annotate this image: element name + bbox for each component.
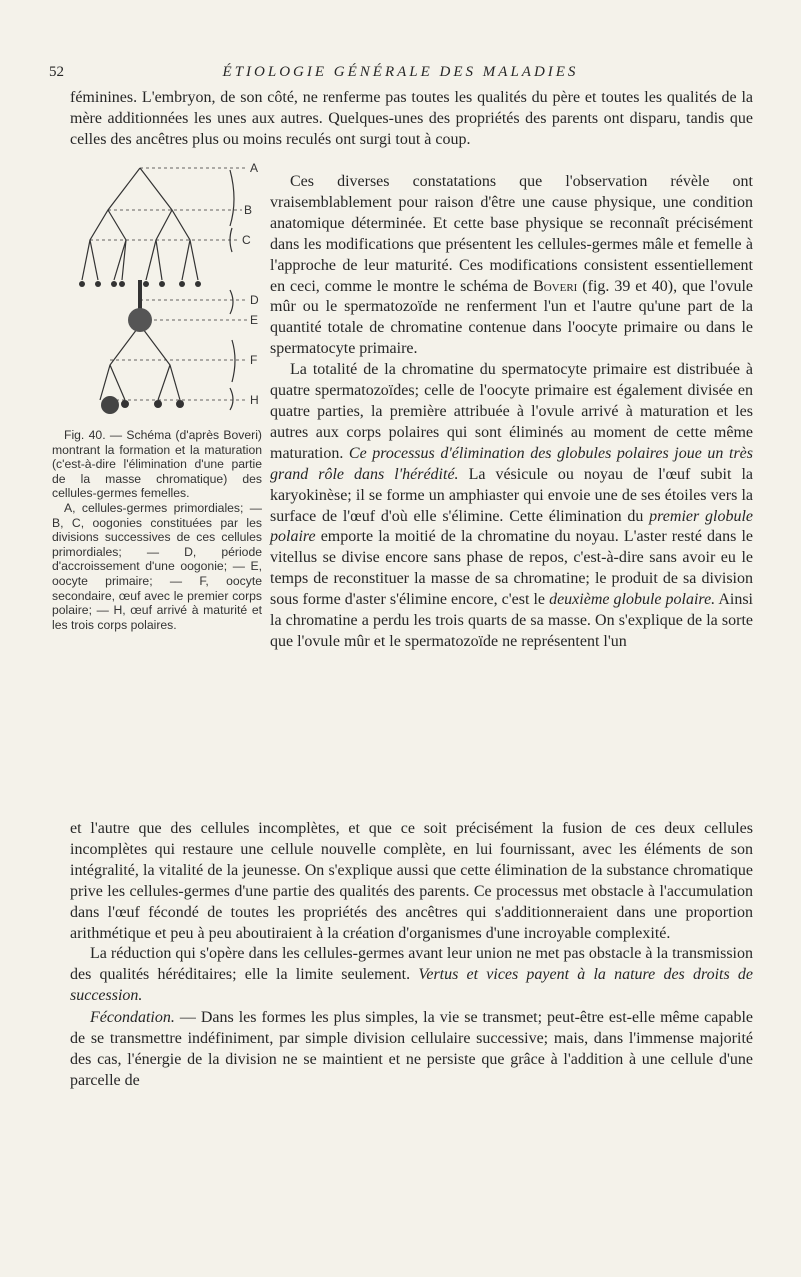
bottom-text-1: et l'autre que des cellules incomplètes, et que ce soit précisément la fusion de ces deux cellules incomplètes qui restaure une cellule nouvelle complète, en lui fournissant, avec les éléments de son intégralité, la vitalité de la jeunesse. On s'explique aussi que cette élimination de la substance chromatique prive les cellules-germes d'une partie des qualités des parents. Ce processus met obstacle à l'accumulation dans l'œuf fécondé de toutes les propriétés des ancêtres qui s'additionneraient dans une proportion arithmétique et peu à peu aboutiraient à la création d'organismes d'une incroyable complexité. — [70, 820, 753, 942]
right-text-5: emporte la moitié de la chromatine du noyau. L'aster resté dans le vitellus se divise encore sans phase de repos, c'est-à-dire sans avoir eu le temps de reconstituer la masse de sa chromatine; le produit de sa division sous forme d'aster s'élimine encore, c'est le — [270, 528, 753, 609]
fig-label-c: C — [242, 233, 251, 247]
fig-label-e: E — [250, 313, 259, 327]
fecondation-text: — Dans les formes les plus simples, la vie se transmet; peut-être est-elle même capable de se transmettre indéfiniment, par simple division cellulaire successive; mais, dans l'immense majorité des cas, l'énergie de la division ne se maintient et ne persiste que grâce à l'addition à une cellule d'une parcelle de — [70, 1009, 754, 1089]
right-text-1: Ces diverses constatations que l'observation révèle ont vraisemblablement pour raison d'être une cause physique, une condition anatomique déterminée. Et cette base physique se reconnaît précisément dans les modifications que présentent les cellules-germes mâle et femelle à l'approche de leur maturité. Ces modifications consistent essentiellement en ceci, comme le montre le schéma de — [270, 173, 753, 295]
caption-legend: A, cellules-germes primordiales; — B, C, oogonies constituées par les divisions successives de ces cellules primordiales; — D, période d'accroissement d'une oogonie; — E, oocyte primaire; — F, oocyte secondaire, œuf avec le premier corps polaire; — H, œuf arrivé à maturité et les trois corps polaires. — [52, 500, 262, 632]
paragraph-right-column — [270, 172, 753, 653]
paragraph-bottom — [70, 819, 753, 1007]
intro-text: féminines. L'embryon, de son côté, ne renferme pas toutes les qualités du père et toutes les qualités de la mère additionnées les unes aux autres. Quelques-unes des propriétés des parents ont disparu, tandis que celles des ancêtres plus ou moins reculés ont surgi tout à coup. — [70, 89, 753, 148]
page-number: 52 — [49, 64, 64, 80]
paragraph-fecondation — [70, 1008, 753, 1092]
italic-emphasis-2: premier globule polaire — [270, 507, 753, 546]
right-text-3: La totalité de la chromatine du spermatocyte primaire est distribuée à quatre spermatozoïdes; celle de l'oocyte primaire est également divisée en quatre parties, la première attribuée à l'ovule arrivé à maturation et les autres aux corps polaires qui sont éliminés au moment de cette même maturation. — [270, 361, 753, 462]
section-heading-fecondation: Fécondation. — [90, 1009, 175, 1026]
right-text-4: La vésicule ou noyau de l'œuf subit la karyokinèse; il se forme un amphiaster qui envoie une de ses étoiles vers la surface de l'œuf d'où elle s'élimine. Cette élimination du — [270, 465, 754, 525]
right-text-2: (fig. 39 et 40), que l'ovule mûr ou le spermatozoïde ne renferment l'un et l'autre qu'une part de la quantité totale de chromatine contenue dans l'oocyte primaire ou dans le spermatocyte primaire. — [270, 277, 754, 358]
italic-emphasis-3: deuxième globule polaire. — [549, 591, 716, 609]
caption-title: Fig. 40. — Schéma (d'après Boveri) montrant la formation et la maturation (c'est-à-dire l'élimination d'une partie de la masse chromatique) des cellules-germes femelles. — [52, 428, 262, 501]
figure-caption — [52, 428, 262, 632]
author-name: Boveri — [533, 277, 578, 295]
fig-label-h: H — [250, 393, 259, 407]
fig-label-b: B — [244, 203, 253, 217]
right-text-6: Ainsi la chromatine a perdu les trois quarts de sa masse. On s'explique de la sorte que l'ovule mûr et le spermatozoïde ne représentent l'un — [270, 591, 753, 650]
bottom-text-2: La réduction qui s'opère dans les cellules-germes avant leur union ne met pas obstacle à la transmission des qualités héréditaires; elle la limite seulement. — [70, 945, 753, 984]
fig-label-a: A — [250, 161, 259, 175]
italic-emphasis-1: Ce processus d'élimination des globules polaires joue un très grand rôle dans l'hérédité. — [270, 444, 753, 483]
figure-40-diagram — [70, 160, 270, 430]
italic-emphasis-4: Vertus et vices payent à la nature des droits de succession. — [70, 966, 754, 1005]
running-title: ÉTIOLOGIE GÉNÉRALE DES MALADIES — [222, 64, 579, 80]
paragraph-intro — [70, 88, 753, 151]
fig-label-d: D — [250, 293, 259, 307]
fig-label-f: F — [250, 353, 258, 367]
